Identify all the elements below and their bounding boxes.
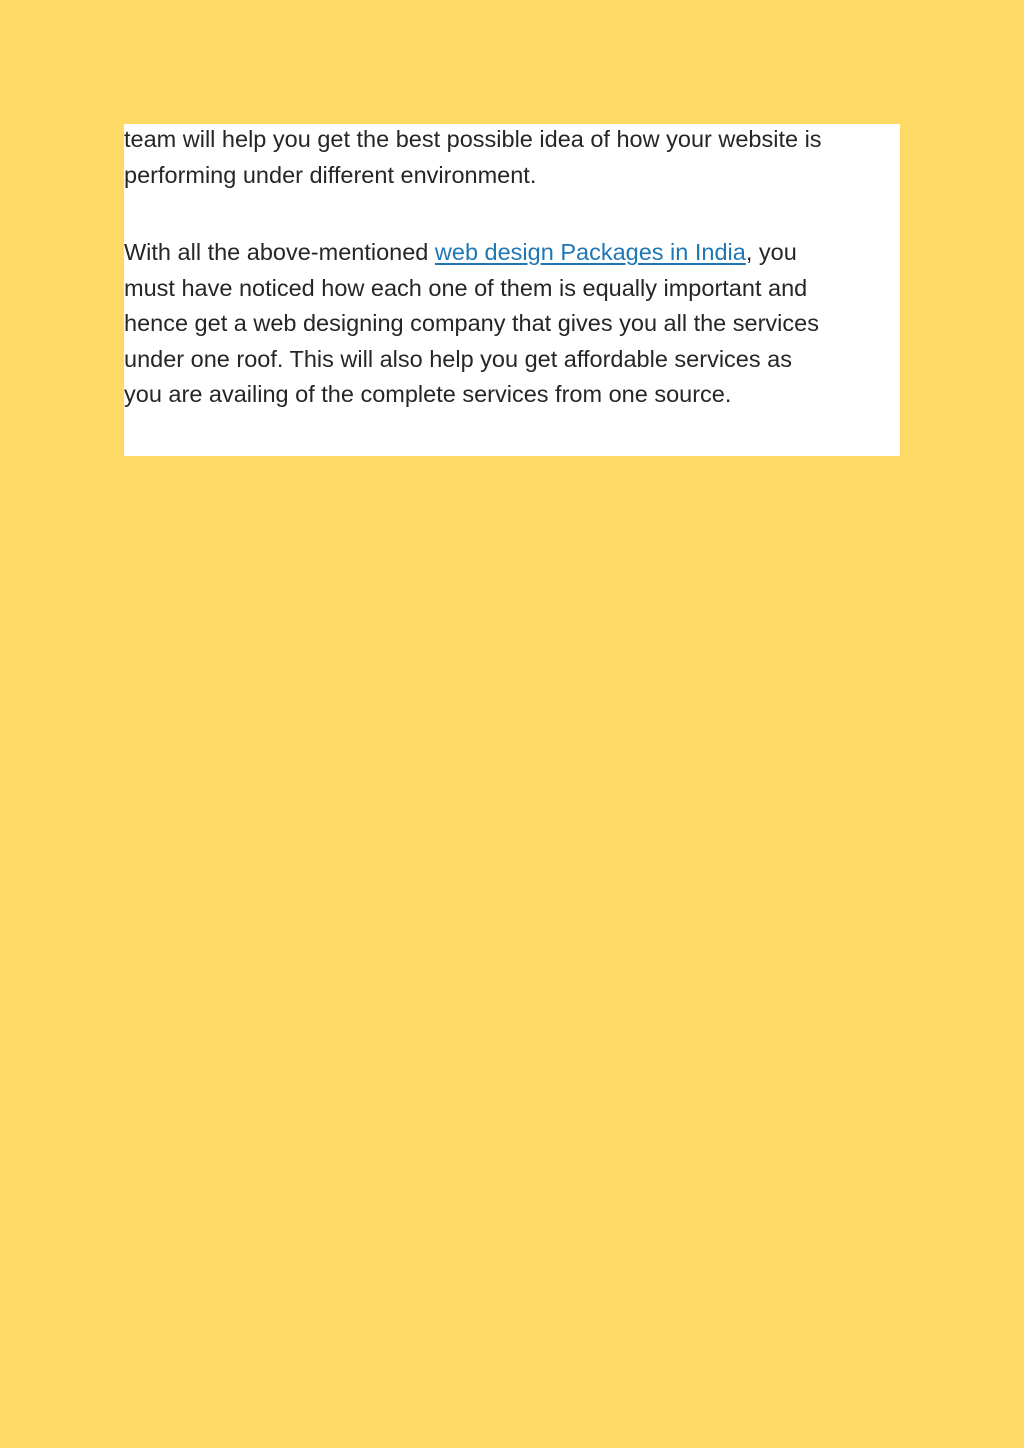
content-box xyxy=(124,124,900,456)
text-line: under one roof. This will also help you get affordable services as xyxy=(124,345,792,372)
text-after-link: , you xyxy=(745,239,797,265)
text-line: hence get a web designing company that gives you all the services xyxy=(124,310,819,336)
paragraph-testing xyxy=(124,122,822,193)
text-line: you are availing of the complete services from one source. xyxy=(124,381,732,407)
text-line: team will help you get the best possible idea of how your website is xyxy=(124,126,822,152)
paragraph-packages xyxy=(124,235,819,413)
text-line xyxy=(124,235,819,271)
text-line: performing under different environment. xyxy=(124,161,537,188)
text-before-link: With all the above-mentioned xyxy=(124,239,435,265)
text-line: must have noticed how each one of them is equally important and xyxy=(124,274,808,301)
web-design-packages-link[interactable]: web design Packages in India xyxy=(434,239,746,265)
